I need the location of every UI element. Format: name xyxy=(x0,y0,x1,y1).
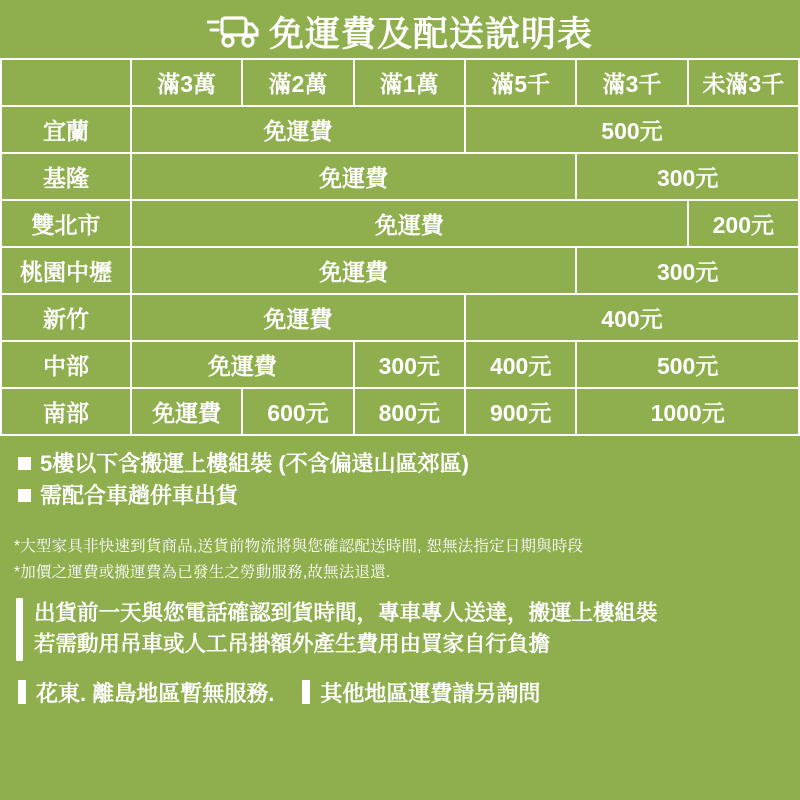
page-header xyxy=(0,0,800,58)
table-row xyxy=(1,294,799,341)
fee-cell: 免運費 xyxy=(131,106,465,153)
table-row xyxy=(1,388,799,435)
square-bullet-icon xyxy=(18,489,31,502)
table-row xyxy=(1,106,799,153)
note-item xyxy=(18,483,800,508)
fee-cell: 免運費 xyxy=(131,247,576,294)
row-header-region: 南部 xyxy=(1,388,131,435)
fee-cell: 600元 xyxy=(242,388,353,435)
fee-cell: 300元 xyxy=(576,153,799,200)
notes-list xyxy=(0,436,800,509)
bottom-note-item xyxy=(302,677,540,708)
vertical-bar-icon xyxy=(18,680,26,704)
note-text: 5樓以下含搬運上樓組裝 (不含偏遠山區郊區) xyxy=(40,451,470,476)
vertical-bar-icon xyxy=(302,680,310,704)
fee-cell: 免運費 xyxy=(131,294,465,341)
fineprint-line: *加價之運費或搬運費為已發生之勞動服務,故無法退還. xyxy=(14,563,391,581)
column-header-2: 滿1萬 xyxy=(354,59,465,106)
fee-cell: 300元 xyxy=(576,247,799,294)
fee-cell: 300元 xyxy=(354,341,465,388)
column-header-0: 滿3萬 xyxy=(131,59,242,106)
fee-cell: 500元 xyxy=(465,106,799,153)
fee-cell: 500元 xyxy=(576,341,799,388)
note-item xyxy=(18,451,800,476)
fineprint-line: *大型家具非快速到貨商品,送貨前物流將與您確認配送時間, 恕無法指定日期與時段 xyxy=(14,537,584,555)
bottom-note-text: 其他地區運費請另詢問 xyxy=(320,680,541,706)
table-row xyxy=(1,341,799,388)
truck-icon xyxy=(207,13,259,56)
row-header-region: 新竹 xyxy=(1,294,131,341)
fee-cell: 免運費 xyxy=(131,153,576,200)
fee-cell: 900元 xyxy=(465,388,576,435)
fee-cell: 免運費 xyxy=(131,200,688,247)
fee-cell: 200元 xyxy=(688,200,799,247)
table-row xyxy=(1,153,799,200)
row-header-region: 基隆 xyxy=(1,153,131,200)
row-header-region: 中部 xyxy=(1,341,131,388)
square-bullet-icon xyxy=(18,457,31,470)
table-row xyxy=(1,247,799,294)
row-header-region: 宜蘭 xyxy=(1,106,131,153)
table-body xyxy=(1,106,799,435)
bottom-notes xyxy=(0,661,800,708)
column-header-1: 滿2萬 xyxy=(242,59,353,106)
fee-cell: 400元 xyxy=(465,294,799,341)
highlight-block xyxy=(0,586,800,660)
fee-cell: 免運費 xyxy=(131,341,354,388)
vertical-bar-icon xyxy=(16,598,23,660)
fineprint-block xyxy=(0,516,800,587)
bottom-note-item xyxy=(18,677,274,708)
highlight-text xyxy=(34,598,658,660)
page-title: 免運費及配送說明表 xyxy=(268,14,593,54)
shipping-fee-table xyxy=(0,58,800,436)
row-header-region: 桃園中壢 xyxy=(1,247,131,294)
highlight-line: 若需動用吊車或人工吊掛額外產生費用由買家自行負擔 xyxy=(34,632,551,657)
column-header-3: 滿5千 xyxy=(465,59,576,106)
fee-cell: 800元 xyxy=(354,388,465,435)
highlight-line: 出貨前一天與您電話確認到貨時間，專車專人送達，搬運上樓組裝 xyxy=(34,601,658,626)
table-corner-cell xyxy=(1,59,131,106)
column-header-4: 滿3千 xyxy=(576,59,687,106)
table-row xyxy=(1,200,799,247)
column-header-5: 未滿3千 xyxy=(688,59,799,106)
note-text: 需配合車趟併車出貨 xyxy=(40,483,239,509)
row-header-region: 雙北市 xyxy=(1,200,131,247)
bottom-note-text: 花東. 離島地區暫無服務. xyxy=(36,680,275,706)
table-header-row xyxy=(1,59,799,106)
fee-cell: 1000元 xyxy=(576,388,799,435)
fee-cell: 400元 xyxy=(465,341,576,388)
fee-cell: 免運費 xyxy=(131,388,242,435)
